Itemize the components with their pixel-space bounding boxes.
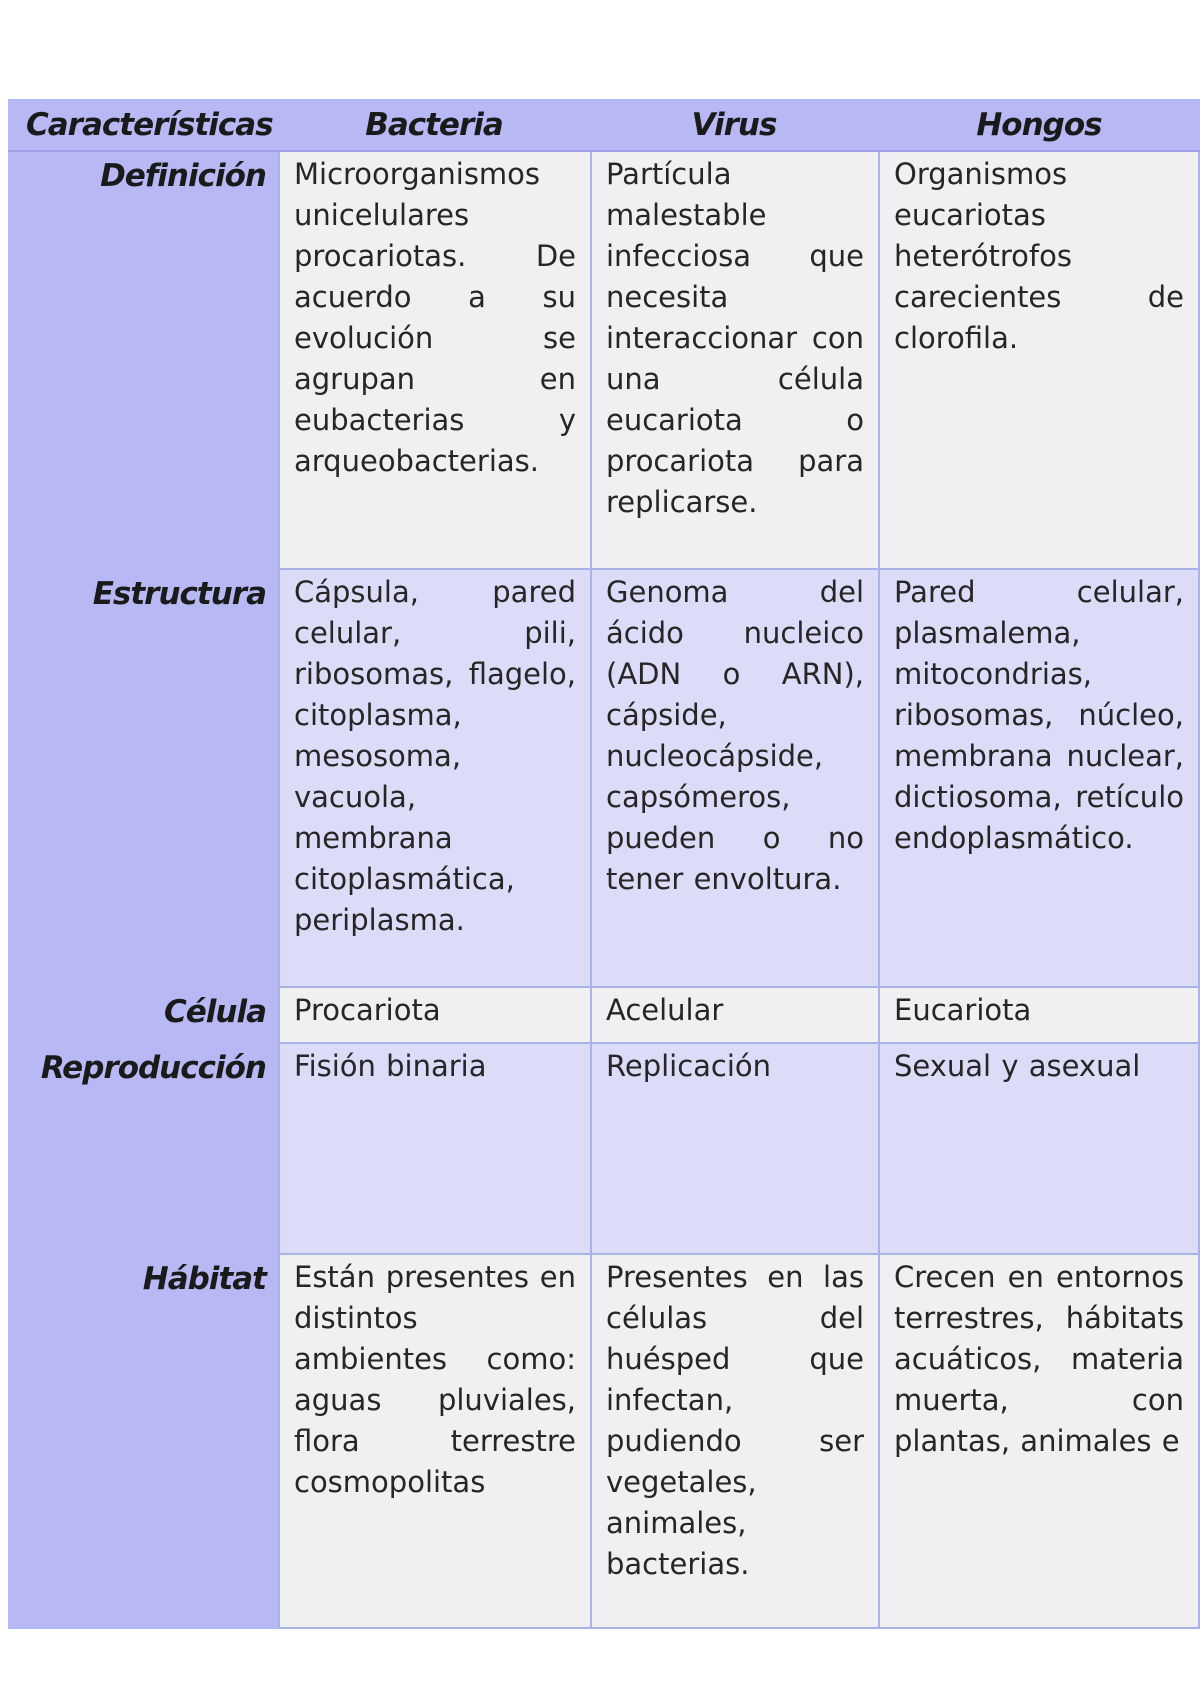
row-label-habitat: Hábitat	[8, 1255, 278, 1629]
cell-bacteria-definicion: Microorganismos unicelulares procariotas. De acuerdo a su evolución se agrupan en eubacterias y arqueobacterias.	[278, 152, 590, 570]
cell-bacteria-estructura: Cápsula, pared celular, pili, ribosomas, flagelo, citoplasma, mesosoma, vacuola, membrana citoplasmática, periplasma.	[278, 570, 590, 988]
cell-hongos-definicion: Organismos eucariotas heterótrofos carecientes de clorofila.	[878, 152, 1200, 570]
cell-virus-celula: Acelular	[590, 988, 878, 1044]
table-row	[8, 988, 1200, 1044]
cell-hongos-habitat: Crecen en entornos terrestres, hábitats acuáticos, materia muerta, con plantas, animales e	[878, 1255, 1200, 1629]
cell-hongos-celula: Eucariota	[878, 988, 1200, 1044]
row-label-celula: Célula	[8, 988, 278, 1044]
row-label-definicion: Definición	[8, 152, 278, 570]
cell-bacteria-reproduccion: Fisión binaria	[278, 1044, 590, 1255]
comparison-table	[8, 99, 1200, 1629]
cell-bacteria-habitat: Están presentes en distintos ambientes como: aguas pluviales, flora terrestre cosmopolitas	[278, 1255, 590, 1629]
cell-bacteria-celula: Procariota	[278, 988, 590, 1044]
header-caracteristicas: Características	[8, 99, 278, 152]
cell-virus-estructura: Genoma del ácido nucleico (ADN o ARN), cápside, nucleocápside, capsómeros, pueden o no tener envoltura.	[590, 570, 878, 988]
cell-virus-habitat: Presentes en las células del huésped que infectan, pudiendo ser vegetales, animales, bacterias.	[590, 1255, 878, 1629]
table-row	[8, 570, 1200, 988]
header-bacteria: Bacteria	[278, 99, 590, 152]
table-row	[8, 152, 1200, 570]
row-label-estructura: Estructura	[8, 570, 278, 988]
cell-virus-reproduccion: Replicación	[590, 1044, 878, 1255]
cell-hongos-reproduccion: Sexual y asexual	[878, 1044, 1200, 1255]
header-virus: Virus	[590, 99, 878, 152]
header-row	[8, 99, 1200, 152]
table-row	[8, 1044, 1200, 1255]
header-hongos: Hongos	[878, 99, 1200, 152]
row-label-reproduccion: Reproducción	[8, 1044, 278, 1255]
cell-hongos-estructura: Pared celular, plasmalema, mitocondrias, ribosomas, núcleo, membrana nuclear, dictiosoma, retículo endoplasmático.	[878, 570, 1200, 988]
table-row	[8, 1255, 1200, 1629]
cell-virus-definicion: Partícula malestable infecciosa que necesita interaccionar con una célula eucariota o procariota para replicarse.	[590, 152, 878, 570]
